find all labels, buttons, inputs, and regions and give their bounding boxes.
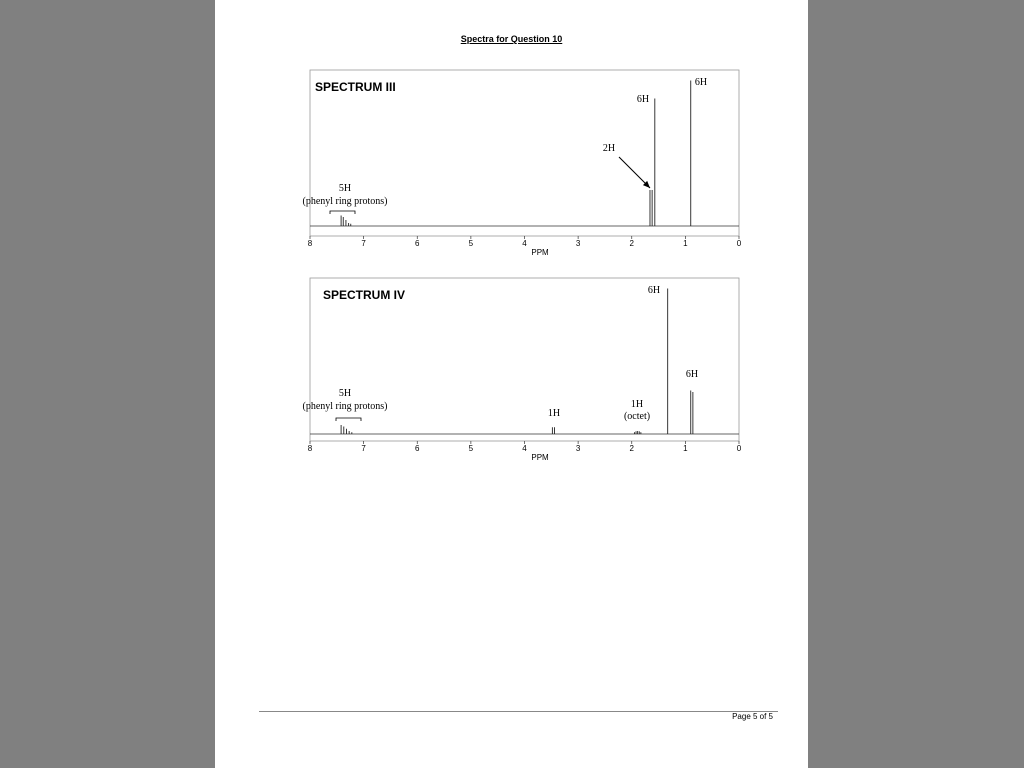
- spectrum-iii-chart: [303, 70, 742, 257]
- peak-integration-label: 1H: [630, 399, 644, 410]
- x-axis-label: PPM: [531, 453, 549, 462]
- plot-frame: [310, 70, 739, 236]
- peak-integration-label: 6H: [694, 77, 708, 88]
- x-tick-label: 6: [415, 239, 420, 248]
- plot-frame: [310, 278, 739, 441]
- x-tick-label: 0: [736, 444, 742, 453]
- x-tick-label: 3: [575, 239, 581, 248]
- peak-integration-label: 6H: [636, 94, 650, 105]
- x-axis-label: PPM: [531, 248, 549, 257]
- x-tick-label: 8: [307, 444, 313, 453]
- x-tick-label: 4: [522, 444, 527, 453]
- multiplet-bracket: [330, 211, 355, 214]
- x-tick-label: 5: [468, 239, 474, 248]
- x-tick-label: 8: [307, 239, 313, 248]
- peak-integration-label: 6H: [647, 285, 661, 296]
- x-tick-label: 5: [468, 444, 474, 453]
- spectra-figure: [215, 0, 808, 768]
- x-tick-label: 7: [361, 444, 366, 453]
- peak-integration-label: 5H: [338, 183, 352, 194]
- spectrum-title: SPECTRUM III: [315, 80, 396, 94]
- multiplet-bracket: [336, 418, 361, 421]
- peak-annotation-note: (phenyl ring protons): [302, 401, 388, 412]
- x-tick-label: 1: [683, 444, 688, 453]
- peak-annotation-note: (phenyl ring protons): [302, 196, 388, 207]
- x-tick-label: 7: [361, 239, 366, 248]
- spectrum-title: SPECTRUM IV: [323, 288, 406, 302]
- footer-rule: [259, 711, 778, 712]
- x-tick-label: 4: [522, 239, 527, 248]
- x-tick-label: 3: [575, 444, 581, 453]
- spectrum-iv-chart: [303, 278, 742, 462]
- peak-integration-label: 5H: [338, 388, 352, 399]
- page-title: Spectra for Question 10: [460, 34, 563, 44]
- x-tick-label: 2: [629, 444, 634, 453]
- peak-integration-label: 6H: [685, 369, 699, 380]
- page-number: Page 5 of 5: [732, 712, 773, 721]
- x-tick-label: 6: [415, 444, 420, 453]
- x-tick-label: 0: [736, 239, 742, 248]
- x-tick-label: 2: [629, 239, 634, 248]
- peak-annotation-note: (octet): [623, 411, 651, 422]
- document-page: [215, 0, 808, 768]
- x-tick-label: 1: [683, 239, 688, 248]
- peak-integration-label: 2H: [602, 143, 616, 154]
- peak-integration-label: 1H: [547, 408, 561, 419]
